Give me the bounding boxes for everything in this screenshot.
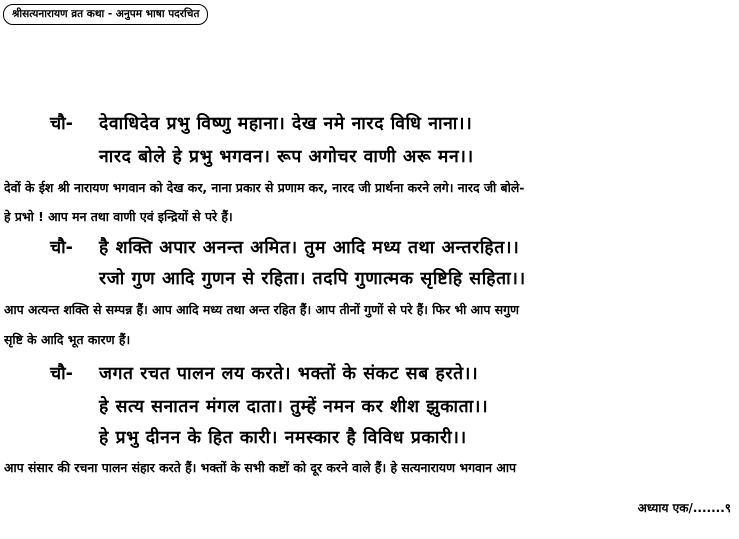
verse-marker: चौ- [50, 114, 73, 134]
verse-line: नारद बोले हे प्रभु भगवन। रूप अगोचर वाणी अरू मन।। [99, 147, 474, 167]
verse-line: जगत रचत पालन लय करते। भक्तों के संकट सब हरते।। [99, 364, 479, 384]
prose-line: सृष्टि के आदि भूत कारण हैं। [4, 332, 131, 347]
verse-line: हे प्रभु दीनन के हित कारी। नमस्कार है विविध प्रकारी।। [99, 428, 467, 448]
page-number-footer: अध्याय एक/.......९ [637, 501, 731, 515]
verse-line: हे सत्य सनातन मंगल दाता। तुम्हें नमन कर शीश झुकाता।। [99, 397, 489, 417]
verse-marker: चौ- [50, 364, 73, 384]
prose-line: हे प्रभो ! आप मन तथा वाणी एवं इन्द्रियों से परे हैं। [4, 209, 233, 224]
prose-line: देवों के ईश श्री नारायण भगवान को देख कर, नाना प्रकार से प्रणाम कर, नारद जी प्रार्थना करने लगे। नारद जी बोले- [4, 180, 525, 195]
prose-line: आप अत्यन्त शक्ति से सम्पन्न हैं। आप आदि मध्य तथा अन्त रहित हैं। आप तीनों गुणों से परे हैं। फिर भी आप सगुण [4, 302, 520, 317]
prose-line: आप संसार की रचना पालन संहार करते हैं। भक्तों के सभी कष्टों को दूर करने वाले हैं। हे सत्यनारायण भगवान आप [4, 460, 517, 475]
verse-marker: चौ- [50, 238, 73, 258]
verse-line: रजो गुण आदि गुणन से रहिता। तदपि गुणात्मक सृष्टिहि सहिता।। [99, 269, 526, 289]
verse-line: है शक्ति अपार अनन्त अमित। तुम आदि मध्य तथा अन्तरहित।। [99, 238, 520, 258]
verse-line: देवाधिदेव प्रभु विष्णु महाना। देख नमे नारद विधि नाना।। [99, 114, 473, 134]
header-title-badge: श्रीसत्यनारायण व्रत कथा - अनुपम भाषा पदरचित [3, 4, 208, 25]
